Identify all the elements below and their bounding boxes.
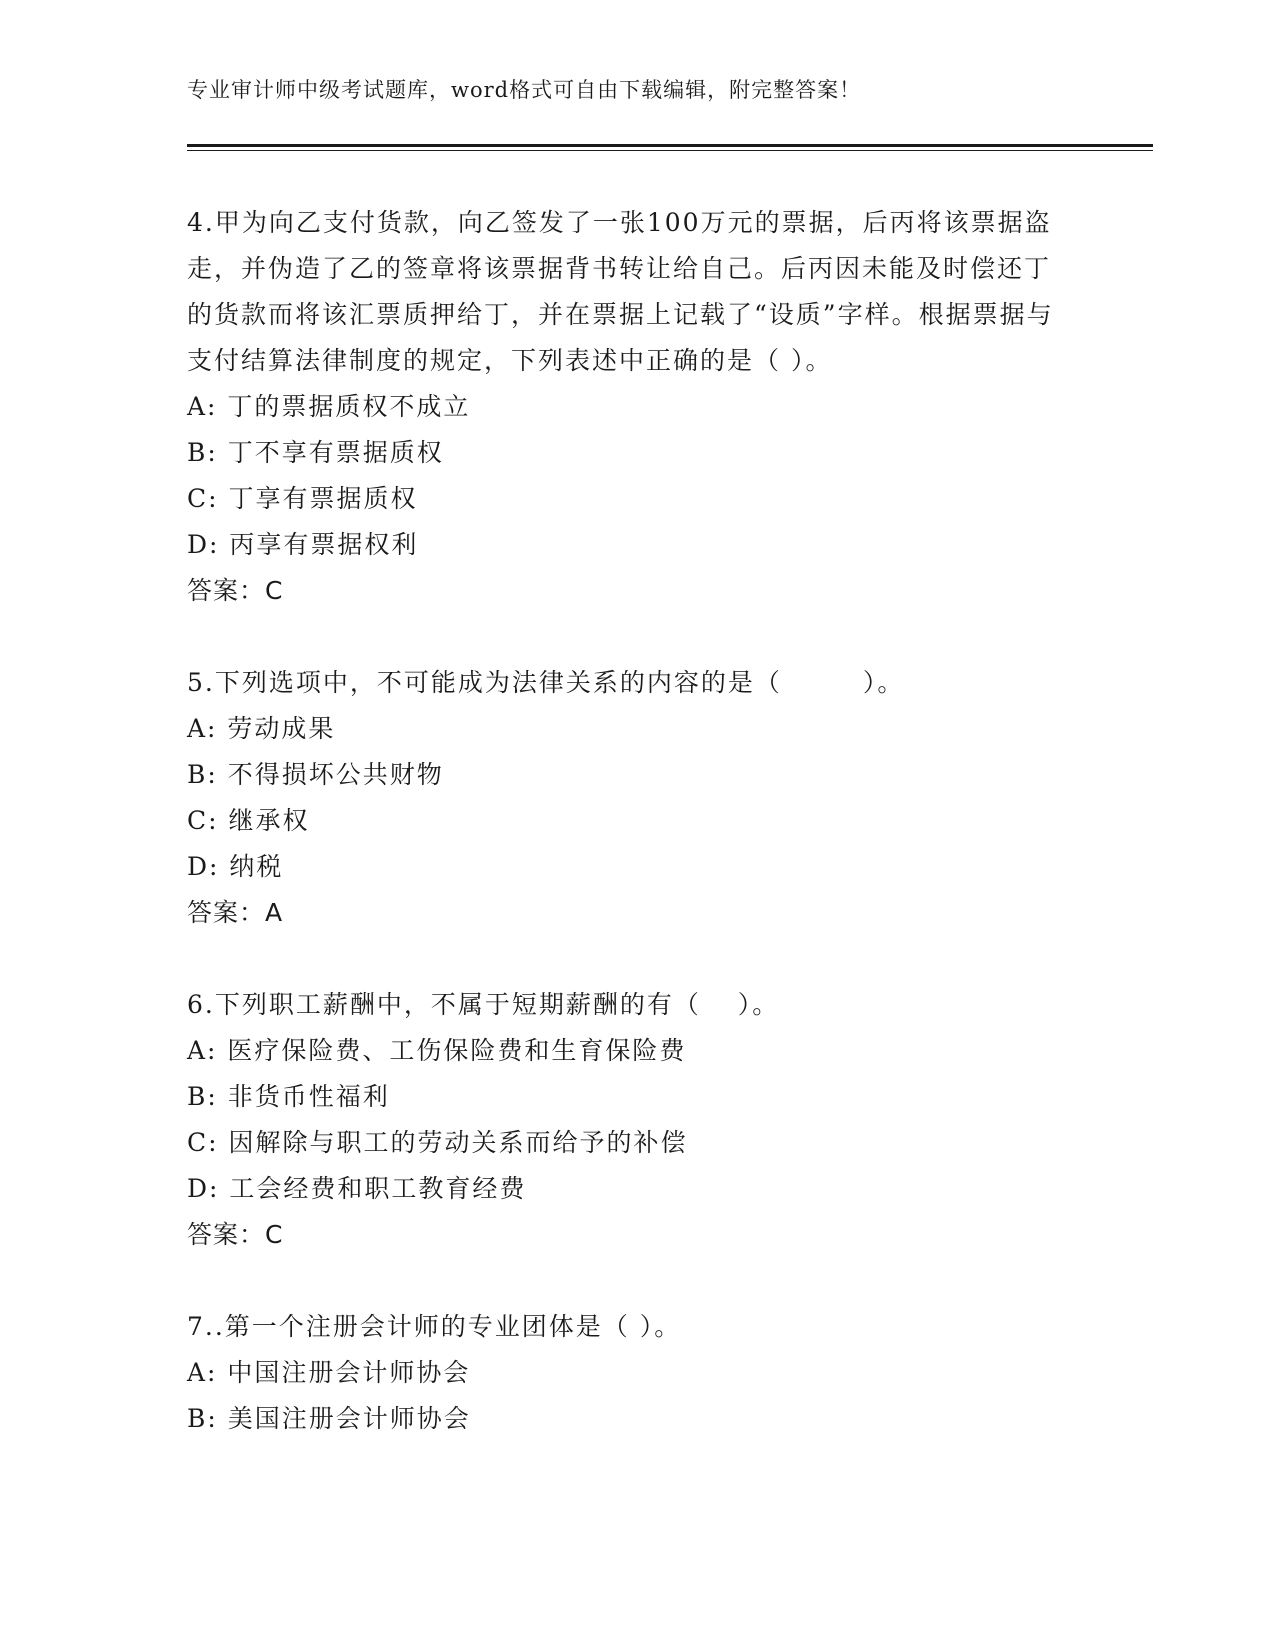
option-a: A: 医疗保险费、工伤保险费和生育保险费 bbox=[187, 1036, 687, 1065]
question-4 bbox=[187, 200, 1067, 614]
option-a: A: 中国注册会计师协会 bbox=[187, 1358, 471, 1387]
header-rule-thick bbox=[187, 144, 1153, 147]
answer-label: 答案：C bbox=[187, 1220, 284, 1249]
question-stem: 7..第一个注册会计师的专业团体是（ ）。 bbox=[187, 1312, 682, 1341]
option-d: D: 工会经费和职工教育经费 bbox=[187, 1174, 527, 1203]
option-a: A: 丁的票据质权不成立 bbox=[187, 392, 471, 421]
question-stem: 6.下列职工薪酬中，不属于短期薪酬的有（ ）。 bbox=[187, 990, 780, 1019]
option-d: D: 纳税 bbox=[187, 852, 284, 881]
option-b: B: 丁不享有票据质权 bbox=[187, 438, 444, 467]
option-b: B: 非货币性福利 bbox=[187, 1082, 390, 1111]
option-c: C: 丁享有票据质权 bbox=[187, 484, 418, 513]
question-7 bbox=[187, 1304, 1067, 1442]
option-a: A: 劳动成果 bbox=[187, 714, 336, 743]
answer-label: 答案：C bbox=[187, 576, 284, 605]
question-gap bbox=[187, 936, 1067, 982]
question-list bbox=[187, 200, 1067, 1442]
question-5 bbox=[187, 660, 1067, 936]
header-rule-thin bbox=[187, 150, 1153, 151]
question-stem: 5.下列选项中，不可能成为法律关系的内容的是（ ）。 bbox=[187, 668, 905, 697]
option-c: C: 因解除与职工的劳动关系而给予的补偿 bbox=[187, 1128, 688, 1157]
question-stem: 4.甲为向乙支付货款，向乙签发了一张100万元的票据，后丙将该票据盗走，并伪造了乙的签章将该票据背书转让给自己。后丙因未能及时偿还丁的货款而将该汇票质押给丁，并在票据上记载了“设质”字样。根据票据与支付结算法律制度的规定，下列表述中正确的是（ ）。 bbox=[187, 208, 1054, 375]
question-6 bbox=[187, 982, 1067, 1258]
question-gap bbox=[187, 1258, 1067, 1304]
option-b: B: 美国注册会计师协会 bbox=[187, 1404, 471, 1433]
question-gap bbox=[187, 614, 1067, 660]
option-b: B: 不得损坏公共财物 bbox=[187, 760, 444, 789]
option-d: D: 丙享有票据权利 bbox=[187, 530, 419, 559]
answer-label: 答案：A bbox=[187, 898, 284, 927]
option-c: C: 继承权 bbox=[187, 806, 310, 835]
page-header: 专业审计师中级考试题库，word格式可自由下载编辑，附完整答案！ bbox=[187, 78, 862, 102]
